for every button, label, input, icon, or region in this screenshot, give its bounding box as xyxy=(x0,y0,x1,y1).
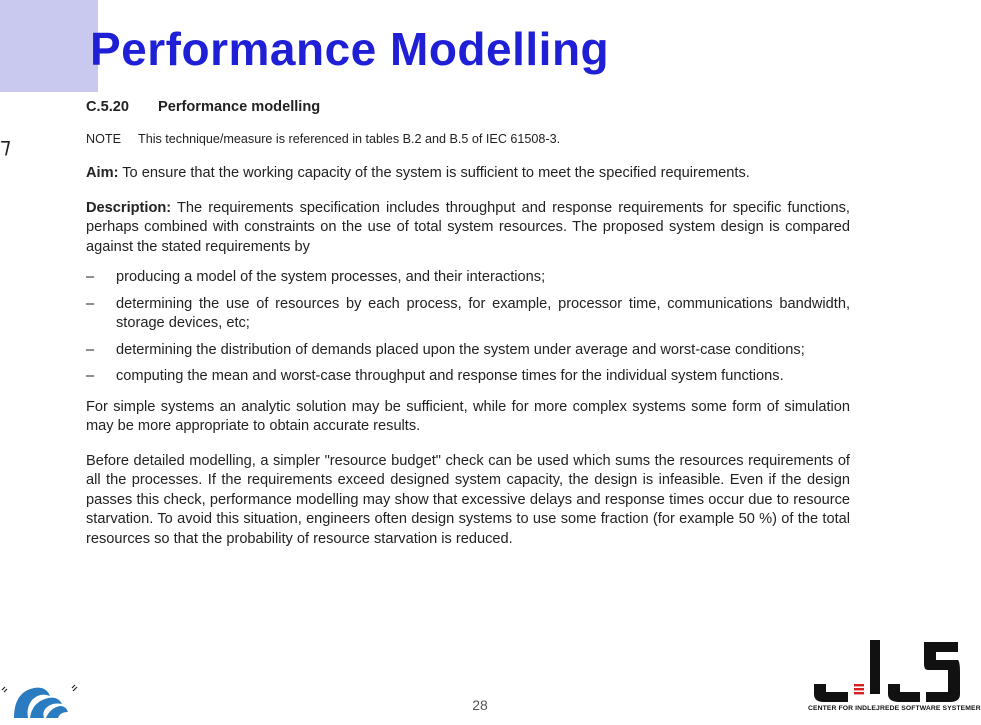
corner-decoration xyxy=(0,0,98,92)
bullet-dash: – xyxy=(86,269,95,285)
note-text: This technique/measure is referenced in tables B.2 and B.5 of IEC 61508-3. xyxy=(138,131,561,146)
left-logo-icon xyxy=(0,676,90,720)
margin-scribble-icon: ⁊ xyxy=(0,134,11,159)
list-item xyxy=(86,367,850,387)
description-paragraph xyxy=(86,199,850,258)
requirements-list xyxy=(86,268,850,387)
note xyxy=(86,130,850,150)
aim-paragraph xyxy=(86,164,850,184)
page-number: 28 xyxy=(472,697,488,713)
section-number: C.5.20 xyxy=(86,99,129,115)
list-item xyxy=(86,295,850,334)
note-label: NOTE xyxy=(86,131,121,146)
cis-logo xyxy=(808,636,981,720)
bullet-dash: – xyxy=(86,341,95,358)
description-label: Description: xyxy=(86,199,172,216)
document-excerpt xyxy=(86,98,850,564)
cis-logo-caption: CENTER FOR INDLEJREDE SOFTWARE SYSTEMER xyxy=(808,705,981,712)
list-item-text: determining the distribution of demands placed upon the system under average and worst-case conditions; xyxy=(116,341,805,358)
resource-budget-paragraph: Before detailed modelling, a simpler "resource budget" check can be used which sums the resources requirements of all the processes. If the requirements exceed designed system capacity, the design is infeasible. Even if the design passes this check, performance modelling may show that excessive delays and response times occur due to resource starvation. To avoid this situation, engineers often design systems to use some fraction (for example 50 %) of the total resources so that the probability of resource starvation is reduced. xyxy=(86,452,850,547)
list-item-text: producing a model of the system processes, and their interactions; xyxy=(116,269,546,285)
list-item xyxy=(86,341,850,361)
bullet-dash: – xyxy=(86,295,95,312)
list-item-text: computing the mean and worst-case throughput and response times for the individual system functions. xyxy=(116,368,784,384)
aim-text: To ensure that the working capacity of the system is sufficient to meet the specified requirements. xyxy=(122,165,750,181)
bullet-dash: – xyxy=(86,368,95,384)
aim-label: Aim: xyxy=(86,165,119,181)
section-heading xyxy=(86,98,850,118)
description-text: The requirements specification includes throughput and response requirements for specific functions, perhaps combined with constraints on the use of total system resources. The proposed system design is compared against the stated requirements by xyxy=(86,199,850,255)
list-item-text: determining the use of resources by each process, for example, processor time, communications bandwidth, storage devices, etc; xyxy=(116,295,850,331)
slide-title: Performance Modelling xyxy=(90,23,610,75)
simple-systems-paragraph: For simple systems an analytic solution may be sufficient, while for more complex systems some form of simulation may be more appropriate to obtain accurate results. xyxy=(86,398,850,434)
section-title: Performance modelling xyxy=(158,99,321,115)
list-item xyxy=(86,268,850,288)
